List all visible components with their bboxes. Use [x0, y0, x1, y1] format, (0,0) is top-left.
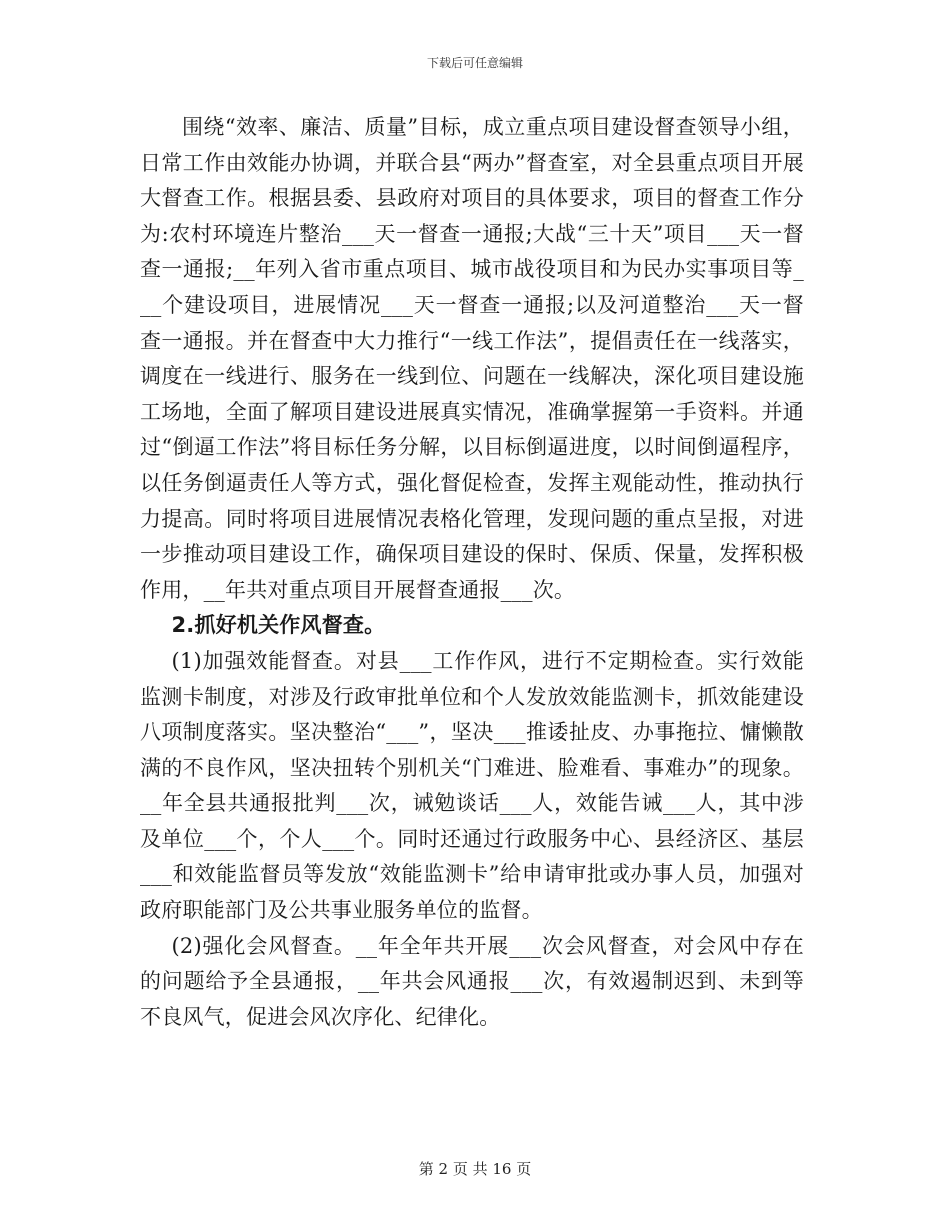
section-heading-work-style: 2.抓好机关作风督查。 — [171, 613, 386, 638]
page-header: 下载后可任意编辑 — [426, 56, 523, 70]
paragraph-efficiency-supervision: (1)加强效能督查。对县___工作作风，进行不定期检查。实行效能监测卡制度，对涉及行政审批单位和个人发放效能监测卡，抓效能建设八项制度落实。坚决整治“___”，坚决___推诿扯皮、办事拖拉、慵懒散满的不良作风，坚决扭转个别机关“门难进、脸难看、事难办”的现象。__年全县共通报批判___次，诫勉谈话___人，效能告诫___人，其中涉及单位___个，个人___个。同时还通过行政服务中心、县经济区、基层___和效能监督员等发放“效能监测卡”给申请审批或办事人员，加强对政府职能部门及公共事业服务单位的监督。 — [140, 648, 804, 923]
page-number-footer: 第 2 页 共 16 页 — [418, 1160, 532, 1178]
document-body — [140, 110, 804, 1035]
paragraph-meeting-supervision: (2)强化会风督查。__年全年共开展___次会风督查，对会风中存在的问题给予全县通报，__年共会风通报___次，有效遏制迟到、未到等不良风气，促进会风次序化、纪律化。 — [140, 933, 804, 1029]
paragraph-project-supervision: 围绕“效率、廉洁、质量”目标，成立重点项目建设督查领导小组，日常工作由效能办协调，并联合县“两办”督查室，对全县重点项目开展大督查工作。根据县委、县政府对项目的具体要求，项目的督查工作分为:农村环境连片整治___天一督查一通报;大战“三十天”项目___天一督查一通报;__年列入省市重点项目、城市战役项目和为民办实事项目等___个建设项目，进展情况___天一督查一通报;以及河道整治___天一督查一通报。并在督查中大力推行“一线工作法”，提倡责任在一线落实，调度在一线进行、服务在一线到位、问题在一线解决，深化项目建设施工场地，全面了解项目建设进展真实情况，准确掌握第一手资料。并通过“倒逼工作法”将目标任务分解，以目标倒逼进度，以时间倒逼程序，以任务倒逼责任人等方式，强化督促检查，发挥主观能动性，推动执行力提高。同时将项目进展情况表格化管理，发现问题的重点呈报，对进一步推动项目建设工作，确保项目建设的保时、保质、保量，发挥积极作用，__年共对重点项目开展督查通报___次。 — [140, 115, 804, 602]
